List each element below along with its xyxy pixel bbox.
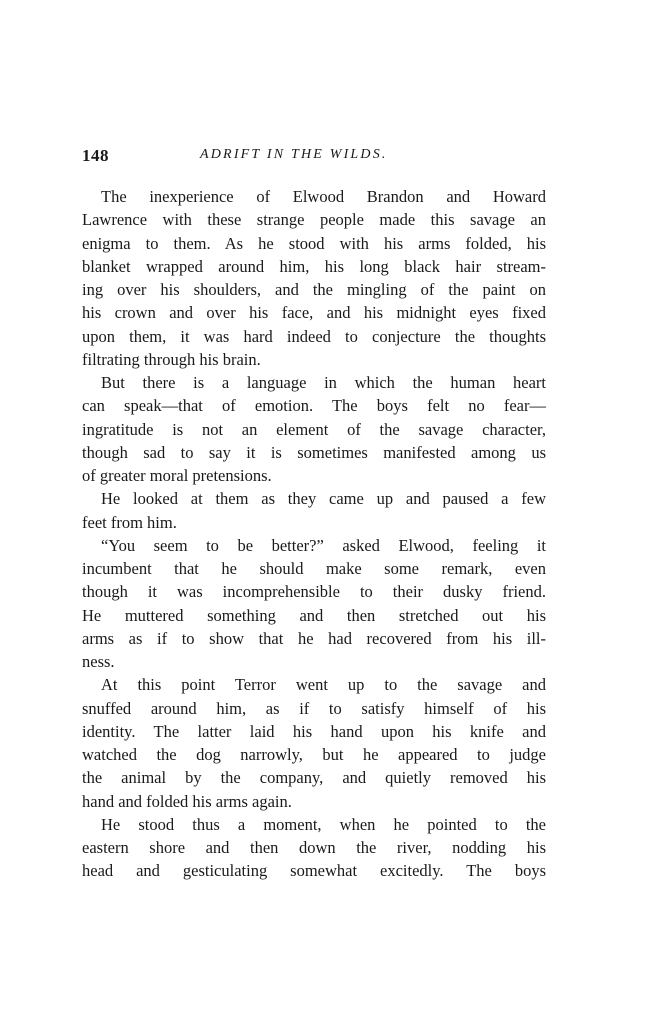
- page-number: 148: [82, 146, 109, 165]
- text-line: snuffed around him, as if to satisfy himself of his: [82, 698, 546, 718]
- text-line: can speak—that of emotion. The boys felt no fear—: [82, 396, 546, 416]
- text-line: ingratitude is not an element of the savage character,: [82, 419, 546, 439]
- text-line: eastern shore and then down the river, nodding his: [82, 838, 546, 857]
- text-line: At this point Terror went up to the savage and: [101, 675, 546, 695]
- text-line: identity. The latter laid his hand upon his knife and: [82, 721, 546, 741]
- text-line: arms as if to show that he had recovered from his ill-: [82, 628, 546, 648]
- running-head: [82, 146, 546, 170]
- text-line: the animal by the company, and quietly removed his: [82, 768, 546, 788]
- running-title: ADRIFT IN THE WILDS.: [200, 147, 388, 162]
- text-line: “You seem to be better?” asked Elwood, feeling it: [101, 535, 546, 555]
- text-line: filtrating through his brain.: [82, 349, 261, 369]
- text-line: his crown and over his face, and his midnight eyes fixed: [82, 303, 546, 323]
- text-line: He looked at them as they came up and paused a few: [101, 489, 546, 509]
- body-text: [82, 185, 546, 883]
- text-line: though sad to say it is sometimes manifested among us: [82, 442, 546, 462]
- text-line: incumbent that he should make some remark, even: [82, 559, 546, 578]
- text-line: of greater moral pretensions.: [82, 466, 272, 485]
- text-line: ing over his shoulders, and the mingling of the paint on: [82, 280, 546, 299]
- text-line: But there is a language in which the human heart: [101, 373, 546, 392]
- text-line: feet from him.: [82, 512, 177, 532]
- text-line: He stood thus a moment, when he pointed to the: [101, 814, 546, 834]
- text-line: The inexperience of Elwood Brandon and Howard: [101, 187, 546, 206]
- text-line: He muttered something and then stretched out his: [82, 605, 546, 625]
- text-line: though it was incomprehensible to their dusky friend.: [82, 582, 546, 602]
- text-line: head and gesticulating somewhat excitedly. The boys: [82, 861, 546, 881]
- text-line: Lawrence with these strange people made this savage an: [82, 210, 546, 230]
- text-line: upon them, it was hard indeed to conjecture the thoughts: [82, 326, 546, 346]
- text-line: enigma to them. As he stood with his arms folded, his: [82, 233, 546, 253]
- text-line: blanket wrapped around him, his long black hair stream-: [82, 256, 546, 276]
- text-line: hand and folded his arms again.: [82, 791, 292, 811]
- text-line: ness.: [82, 652, 115, 671]
- text-line: watched the dog narrowly, but he appeared to judge: [82, 745, 546, 764]
